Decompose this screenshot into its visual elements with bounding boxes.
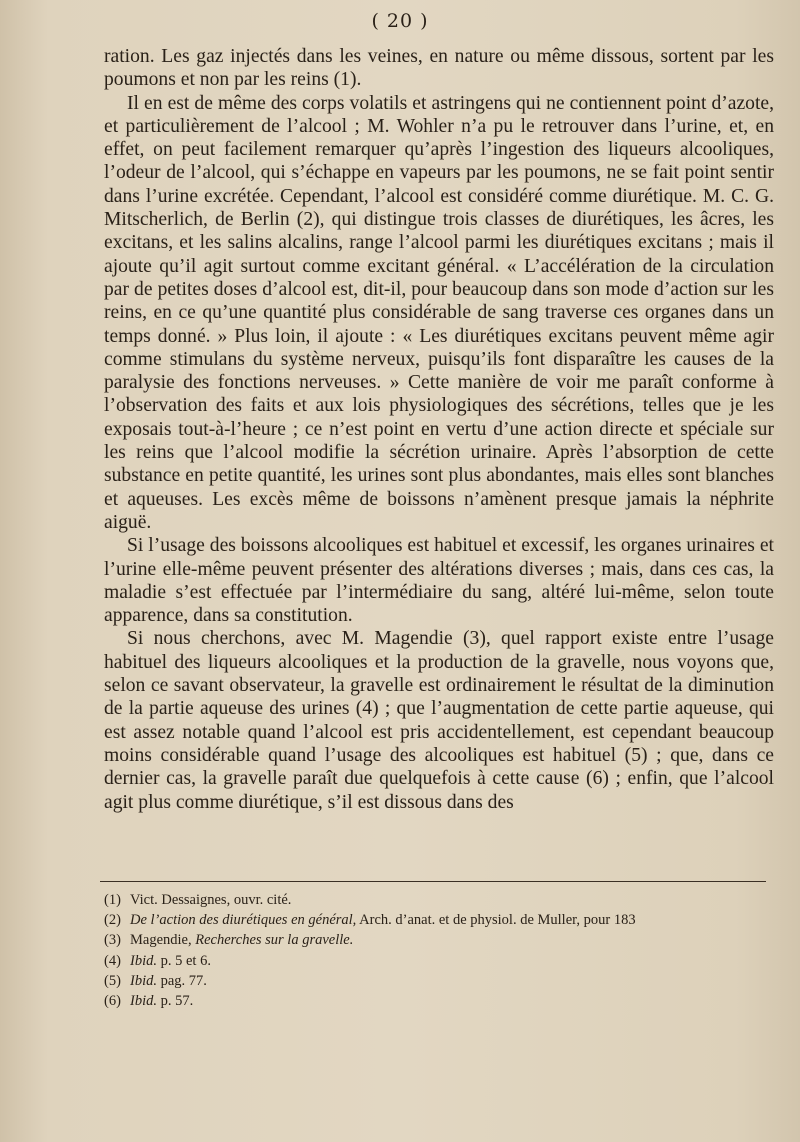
footnote-number: (6): [104, 993, 121, 1010]
main-text: [104, 45, 774, 814]
footnote-5: [104, 971, 784, 991]
footnote-1: [104, 890, 784, 910]
footnote-separator: [100, 881, 766, 882]
footnotes: [104, 890, 784, 1011]
paragraph-magendie-gravel: Si nous cherchons, avec M. Magendie (3), quel rapport existe entre l’usage habituel des liqueurs alcooliques et la production de la gravelle, nous voyons que, selon ce savant observateur, la gravelle est ordinairement le résultat de la diminution de la partie aqueuse des urines (4) ; que l’augmentation de cette partie aqueuse, qui est assez notable quand l’alcool est pris accidentellement, est cependant beaucoup moins considérable quand l’usage des alcooliques est habituel (5) ; que, dans ce dernier cas, la gravelle paraît due quelquefois à cette cause (6) ; enfin, que l’alcool agit plus comme diurétique, s’il est dissous dans des: [104, 628, 774, 813]
page-number: ( 20 ): [371, 10, 429, 32]
footnote-6: [104, 991, 784, 1011]
footnote-italic: Ibid.: [130, 952, 157, 969]
footnote-4: [104, 951, 784, 971]
footnote-3: [104, 930, 784, 950]
paragraph-continuation: ration. Les gaz injectés dans les veines, en nature ou même dissous, sortent par les poumons et non par les reins (1).: [104, 46, 774, 91]
footnote-italic: Ibid.: [130, 972, 157, 989]
footnote-text-after: Arch. d’anat. et de physiol. de Muller, pour 183: [356, 912, 636, 929]
paragraph-alcohol-diuretic: Il en est de même des corps volatils et astringens qui ne contiennent point d’azote, et particulièrement de l’alcool ; M. Wohler n’a pu le retrouver dans l’urine, et, en effet, on peut facilement remarquer qu’après l’ingestion des liqueurs alcooliques, l’odeur de l’alcool, qui s’échappe en vapeurs par les poumons, ne se fait point sentir dans l’urine excrétée. Cependant, l’alcool est considéré comme diurétique. M. C. G. Mitscherlich, de Berlin (2), qui distingue trois classes de diurétiques, les âcres, les excitans, et les salins alcalins, range l’alcool parmi les diurétiques excitans ; mais il ajoute qu’il agit surtout comme excitant général. « L’accélération de la circulation par de petites doses d’alcool est, dit-il, pour beaucoup dans son mode d’action sur les reins, en ce qu’une quantité plus considérable de sang traverse ces organes dans un temps donné. » Plus loin, il ajoute : « Les diurétiques excitans peuvent même agir comme stimulans du système nerveux, puisqu’ils font disparaître les causes de la paralysie des fonctions nerveuses. » Cette manière de voir me paraît conforme à l’observation des faits et aux lois physiologiques des sécrétions, telles que je les exposais tout-à-l’heure ; ce n’est point en vertu d’une action directe et spéciale sur les reins que l’alcool modifie la sécrétion urinaire. Après l’absorption de cette substance en petite quantité, les urines sont plus abondantes, mais elles sont blanches et aqueuses. Les excès même de boissons n’amènent presque jamais la néphrite aiguë.: [104, 92, 774, 533]
footnote-number: (1): [104, 892, 121, 908]
footnote-italic: Recherches sur la gravelle.: [195, 932, 354, 949]
footnote-text: Vict. Dessaignes, ouvr. cité.: [130, 892, 292, 908]
footnote-italic: De l’action des diurétiques en général,: [130, 912, 357, 929]
footnote-number: (3): [104, 932, 121, 949]
paragraph-habitual-use: Si l’usage des boissons alcooliques est habituel et excessif, les organes urinaires et l’urine elle-même peuvent présenter des altérations diverses ; mais, dans ces cas, la maladie s’est effectuée par l’intermédiaire du sang, altéré lui-même, selon toute apparence, dans sa constitution.: [104, 535, 774, 627]
footnote-text: Magendie,: [130, 932, 196, 949]
footnote-number: (2): [104, 912, 121, 929]
footnote-text-after: pag. 77.: [156, 972, 207, 989]
footnote-2: [104, 910, 784, 930]
footnote-italic: Ibid.: [130, 993, 157, 1010]
footnote-number: (4): [104, 952, 121, 969]
footnote-text-after: p. 5 et 6.: [156, 952, 211, 969]
footnote-text-after: p. 57.: [156, 993, 194, 1010]
footnote-number: (5): [104, 972, 121, 989]
